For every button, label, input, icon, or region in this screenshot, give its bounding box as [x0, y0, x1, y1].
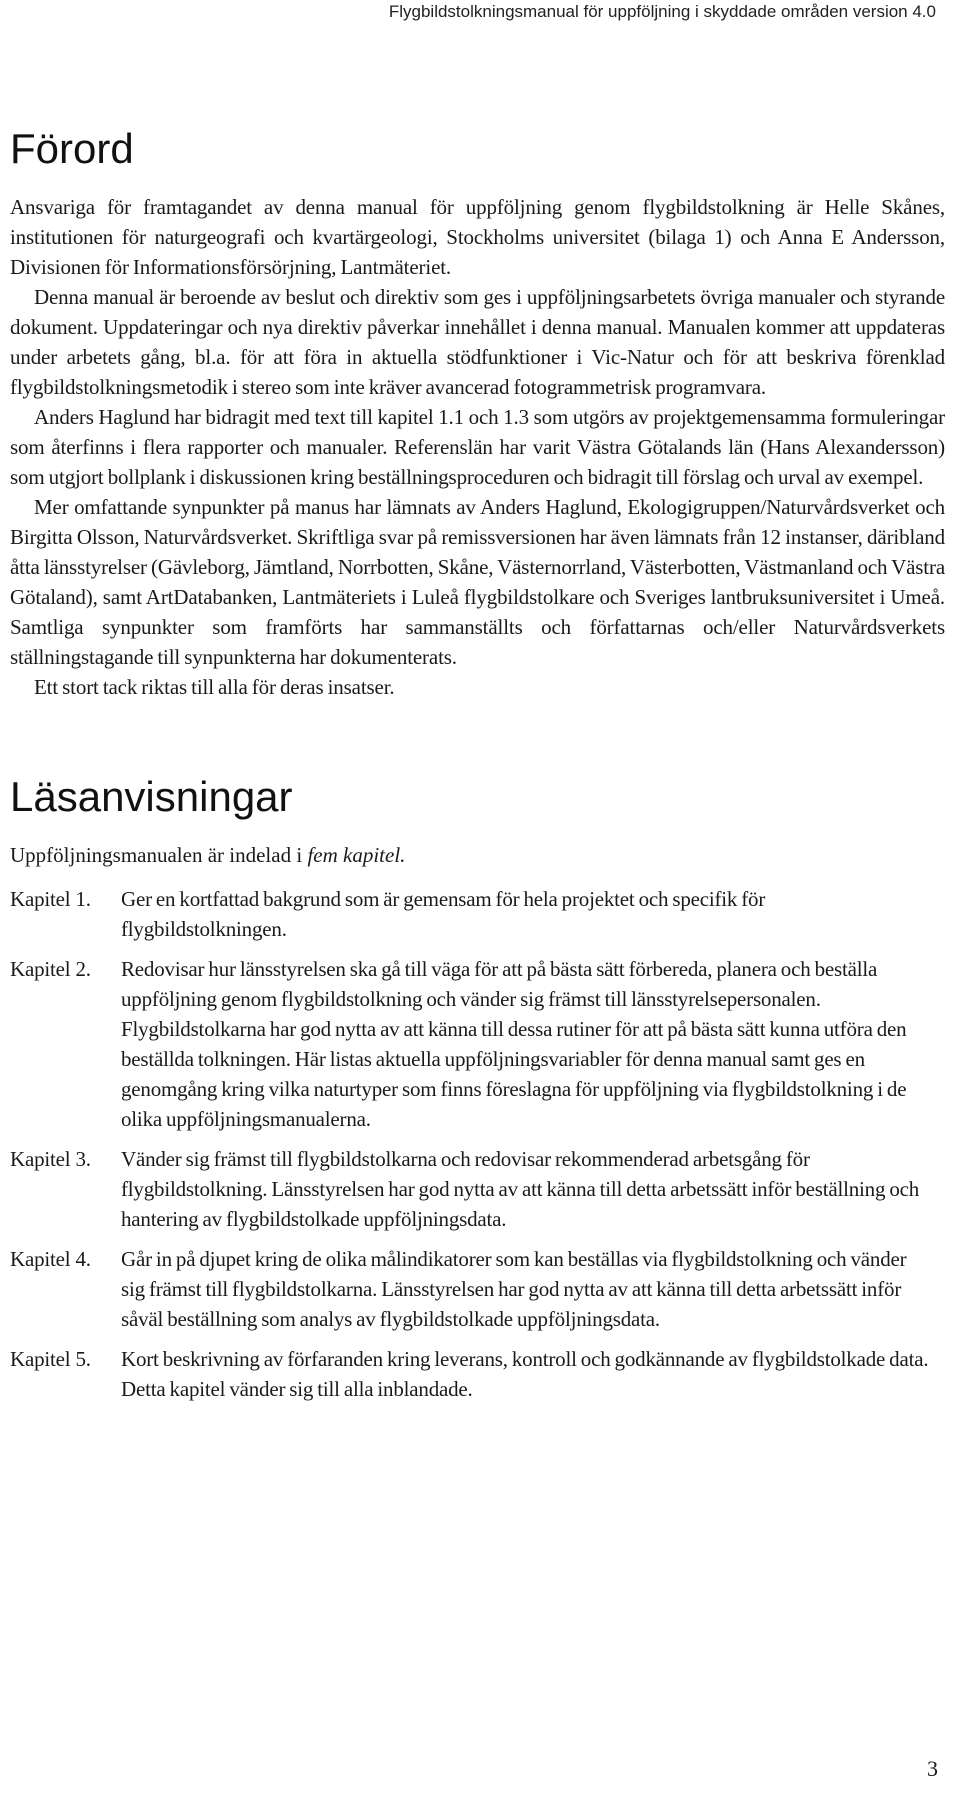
forord-paragraph: Mer omfattande synpunkter på manus har lämnats av Anders Haglund, Ekologigruppen/Naturvårdsverket och Birgitta Olsson, Naturvårdsverket. Skriftliga svar på remissversionen har även lämnats från 12 instanser, däribland åtta länsstyrelser (Gävleborg, Jämtland, Norrbotten, Skåne, Västernorrland, Västerbotten, Västmanland och Västra Götaland), samt ArtDatabanken, Lantmäteriets i Luleå flygbildstolkare och Sveriges lantbruksuniversitet i Umeå. Samtliga synpunkter som framförts har sammanställts och författarnas och/eller Naturvårdsverkets ställningstagande till synpunkterna har dokumenterats.	[10, 495, 945, 669]
forord-paragraph: Ett stort tack riktas till alla för deras insatser.	[34, 675, 395, 699]
chapter-label: Kapitel 1.	[10, 887, 91, 911]
chapter-description: Redovisar hur länsstyrelsen ska gå till väga för att på bästa sätt förbereda, planera och beställa uppföljning genom flygbildstolkning och vänder sig främst till länsstyrelsepersonalen. Flygbildstolkarna har god nytta av att känna till dessa rutiner för att på bästa sätt kunna utföra den beställda tolkningen. Här listas aktuella uppföljningsvariabler för denna manual samt ges en genomgång kring vilka naturtyper som finns föreslagna för uppföljning via flygbildstolkning i de olika uppföljningsmanualerna.	[121, 957, 907, 1131]
page-body	[10, 125, 945, 1414]
chapter-description: Ger en kortfattad bakgrund som är gemensam för hela projektet och specifik för flygbildstolkningen.	[121, 887, 766, 941]
chapter-description: Vänder sig främst till flygbildstolkarna och redovisar rekommenderad arbetsgång för flygbildstolkning. Länsstyrelsen har god nytta av att känna till detta arbetssätt inför beställning och hantering av flygbildstolkade uppföljningsdata.	[121, 1147, 920, 1231]
section-title-lasanvisningar: Läsanvisningar	[10, 773, 293, 820]
forord-paragraph: Ansvariga för framtagandet av denna manual för uppföljning genom flygbildstolkning är Helle Skånes, institutionen för naturgeografi och kvartärgeologi, Stockholms universitet (bilaga 1) och Anna E Andersson, Divisionen för Informationsförsörjning, Lantmäteriet.	[10, 195, 945, 279]
chapter-label: Kapitel 3.	[10, 1147, 91, 1171]
chapter-label: Kapitel 5.	[10, 1347, 91, 1371]
forord-paragraph: Denna manual är beroende av beslut och direktiv som ges i uppföljningsarbetets övriga manualer och styrande dokument. Uppdateringar och nya direktiv påverkar innehållet i denna manual. Manualen kommer att uppdateras under arbetets gång, bl.a. för att föra in aktuella stödfunktioner i Vic-Natur och för att beskriva förenklad flygbildstolkningsmetodik i stereo som inte kräver avancerad fotogrammetrisk programvara.	[10, 285, 945, 399]
chapter-item	[10, 1244, 945, 1334]
chapter-description: Kort beskrivning av förfaranden kring leverans, kontroll och godkännande av flygbildstolkade data. Detta kapitel vänder sig till alla inblandade.	[121, 1347, 929, 1401]
chapter-label: Kapitel 2.	[10, 957, 91, 981]
chapter-item	[10, 1344, 945, 1404]
chapter-item	[10, 954, 945, 1134]
lead-emphasis: fem kapitel.	[307, 843, 406, 867]
forord-text	[10, 192, 945, 702]
chapter-list	[10, 884, 945, 1404]
chapter-label: Kapitel 4.	[10, 1247, 91, 1271]
chapter-item	[10, 1144, 945, 1234]
lasanvisningar-lead	[10, 840, 945, 870]
running-header: Flygbildstolkningsmanual för uppföljning i skyddade områden version 4.0	[388, 2, 936, 21]
forord-paragraph: Anders Haglund har bidragit med text till kapitel 1.1 och 1.3 som utgörs av projektgemensamma formuleringar som återfinns i flera rapporter och manualer. Referenslän har varit Västra Götalands län (Hans Alexandersson) som utgjort bollplank i diskussionen kring beställningsproceduren och bidragit till förslag och urval av exempel.	[10, 405, 945, 489]
chapter-description: Går in på djupet kring de olika målindikatorer som kan beställas via flygbildstolkning och vänder sig främst till flygbildstolkarna. Länsstyrelsen har god nytta av att känna till detta arbetssätt inför såväl beställning som analys av flygbildstolkade uppföljningsdata.	[121, 1247, 907, 1331]
lead-text: Uppföljningsmanualen är indelad i	[10, 843, 308, 867]
chapter-item	[10, 884, 945, 944]
section-title-forord: Förord	[10, 125, 134, 172]
page-number: 3	[927, 1756, 938, 1781]
